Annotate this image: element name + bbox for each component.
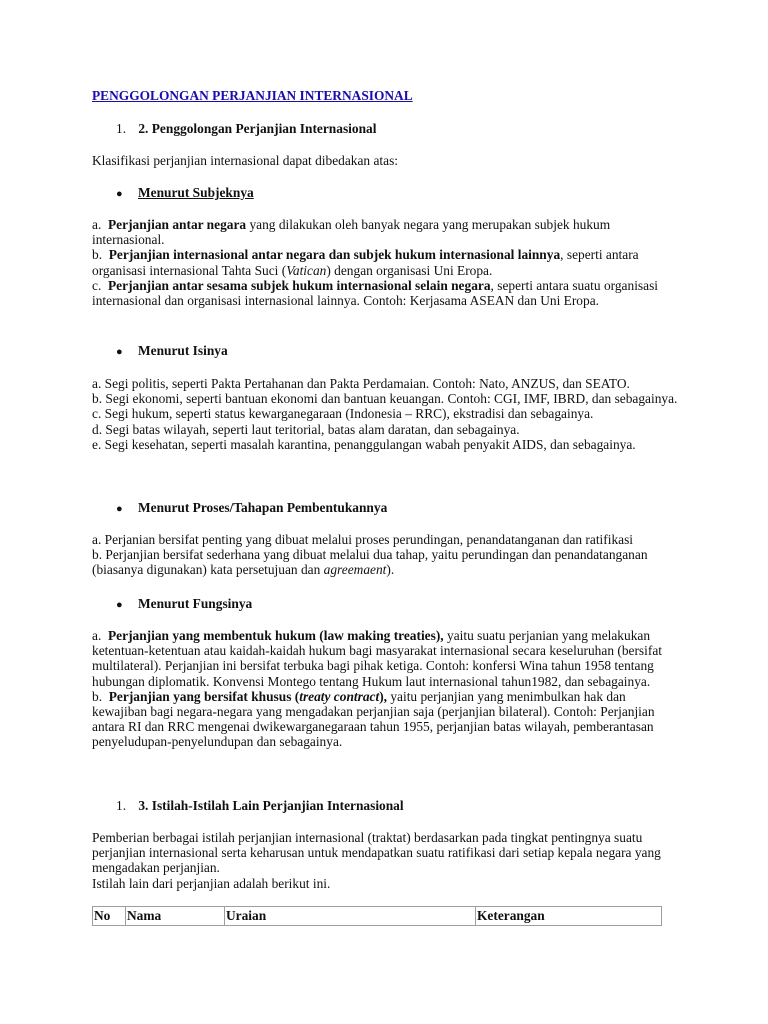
bullet-dot: ● [116, 188, 123, 200]
isi-item: a. Segi politis, seperti Pakta Pertahanan dan Pakta Perdamaian. Contoh: Nato, ANZUS, dan SEATO. [92, 376, 630, 391]
proses-item-a: a. Perjanian bersifat penting yang dibuat melalui proses perundingan, penandatanganan dan ratifikasi [92, 532, 634, 547]
subjek-b-italic: Vatican [286, 262, 327, 278]
table-header-nama: Nama [126, 907, 225, 926]
proses-list [92, 532, 680, 578]
subjek-a-bold: Perjanjian antar negara [108, 217, 247, 232]
subjek-a-text: yang dilakukan oleh banyak negara yang merupakan subjek hukum internasional. [92, 217, 611, 248]
table-header-row [93, 907, 662, 926]
fungsi-list [92, 628, 680, 750]
fungsi-item-b: b. Perjanjian yang bersifat khusus (treaty contract), yaitu perjanjian yang menimbulkan hak dan kewajiban bagi negara-negara yang mengadakan perjanjian saja (perjanjian bilateral). Contoh: Perjanjian antara RI dan RRC mengenai dwikewarganegaraan tahun 1955, perjanjian batas wilayah, pemberantasan penyeludupan-penyelundupan dan sebagainya. [92, 688, 655, 750]
section-3-number: 1. [116, 798, 127, 813]
fungsi-item-a: a. Perjanjian yang membentuk hukum (law making treaties), yaitu suatu perjanian yang melakukan ketentuan-ketentuan atau kaidah-kaidah hukum bagi masyarakat internasional secara keseluruhan (bersifat multilateral). Perjanjian ini bersifat terbuka bagi pihak ketiga. Contoh: konfersi Wina tahun 1958 tentang hubungan diplomatik. Konvensi Montego tentang Hukum laut internasional tahun1982, dan sebagainya. [92, 628, 662, 689]
fungsi-a-bold: Perjanjian yang membentuk hukum (law making treaties), [108, 628, 444, 643]
isi-item: d. Segi batas wilayah, seperti laut teritorial, batas alam daratan, dan sebagainya. [92, 421, 520, 437]
table-header-keterangan: Keterangan [476, 907, 662, 926]
section-3-paragraph: Istilah lain dari perjanjian adalah berikut ini. [92, 875, 331, 891]
page-title[interactable]: PENGGOLONGAN PERJANJIAN INTERNASIONAL [92, 88, 413, 103]
proses-b-italic: agreemaent [323, 562, 387, 578]
subjek-c-bold: Perjanjian antar sesama subjek hukum internasional selain negara [108, 277, 491, 293]
section-3-heading-text: 3. Istilah-Istilah Lain Perjanjian Internasional [138, 798, 404, 813]
subjek-item-b: b. Perjanjian internasional antar negara dan subjek hukum internasional lainnya, seperti antara organisasi internasional Tahta Suci (Vatican) dengan organisasi Uni Eropa. [92, 247, 639, 278]
subjek-item-c: c. Perjanjian antar sesama subjek hukum internasional selain negara, seperti antara suatu organisasi internasional dan organisasi internasional lainnya. Contoh: Kerjasama ASEAN dan Uni Eropa. [92, 277, 659, 309]
table-header-no: No [93, 907, 126, 926]
section-2-heading-text: 2. Penggolongan Perjanjian Internasional [138, 121, 377, 136]
section-2-number: 1. [116, 121, 127, 136]
section-3-paragraph: Pemberian berbagai istilah perjanjian internasional (traktat) berdasarkan pada tingkat pentingnya suatu perjanjian internasional serta keharusan untuk mendapatkan suatu ratifikasi dari setiap kepala negara yang mengadakan perjanjian. [92, 830, 661, 876]
table-header-uraian: Uraian [225, 907, 476, 926]
fungsi-heading: Menurut Fungsinya [138, 596, 253, 611]
bullet-proses [116, 500, 387, 517]
isi-item: b. Segi ekonomi, seperti bantuan ekonomi dan bantuan keuangan. Contoh: CGI, IMF, IBRD, dan sebagainya. [92, 391, 678, 407]
bullet-dot: ● [116, 503, 123, 515]
section-3-heading [116, 798, 404, 813]
isi-item: c. Segi hukum, seperti status kewarganegaraan (Indonesia – RRC), ekstradisi dan sebagainya. [92, 406, 594, 422]
subjek-heading: Menurut Subjeknya [138, 185, 254, 200]
subjek-b-bold: Perjanjian internasional antar negara dan subjek hukum internasional lainnya [108, 247, 561, 263]
bullet-dot: ● [116, 599, 123, 611]
bullet-fungsi [116, 596, 252, 613]
terms-table [92, 906, 662, 926]
subjek-item-a: a. Perjanjian antar negara yang dilakukan oleh banyak negara yang merupakan subjek hukum internasional. [92, 217, 611, 248]
proses-item-b: b. Perjanjian bersifat sederhana yang dibuat melalui dua tahap, yaitu perundingan dan penandatanganan (biasanya digunakan) kata persetujuan dan agreemaent). [92, 547, 648, 578]
proses-heading: Menurut Proses/Tahapan Pembentukannya [138, 500, 388, 515]
isi-list [92, 376, 680, 452]
bullet-isi [116, 343, 228, 360]
subjek-list [92, 217, 680, 308]
fungsi-b-bold: Perjanjian yang bersifat khusus ( [108, 688, 300, 704]
bullet-dot: ● [116, 346, 123, 358]
fungsi-b-bold-italic: treaty contract [299, 688, 380, 704]
intro-paragraph: Klasifikasi perjanjian internasional dapat dibedakan atas: [92, 153, 399, 168]
isi-heading: Menurut Isinya [138, 343, 228, 358]
bullet-subjek [116, 185, 254, 202]
isi-item: e. Segi kesehatan, seperti masalah karantina, penanggulangan wabah penyakit AIDS, dan sebagainya. [92, 436, 636, 452]
section-2-heading [116, 121, 376, 136]
section-3-body [92, 830, 680, 891]
